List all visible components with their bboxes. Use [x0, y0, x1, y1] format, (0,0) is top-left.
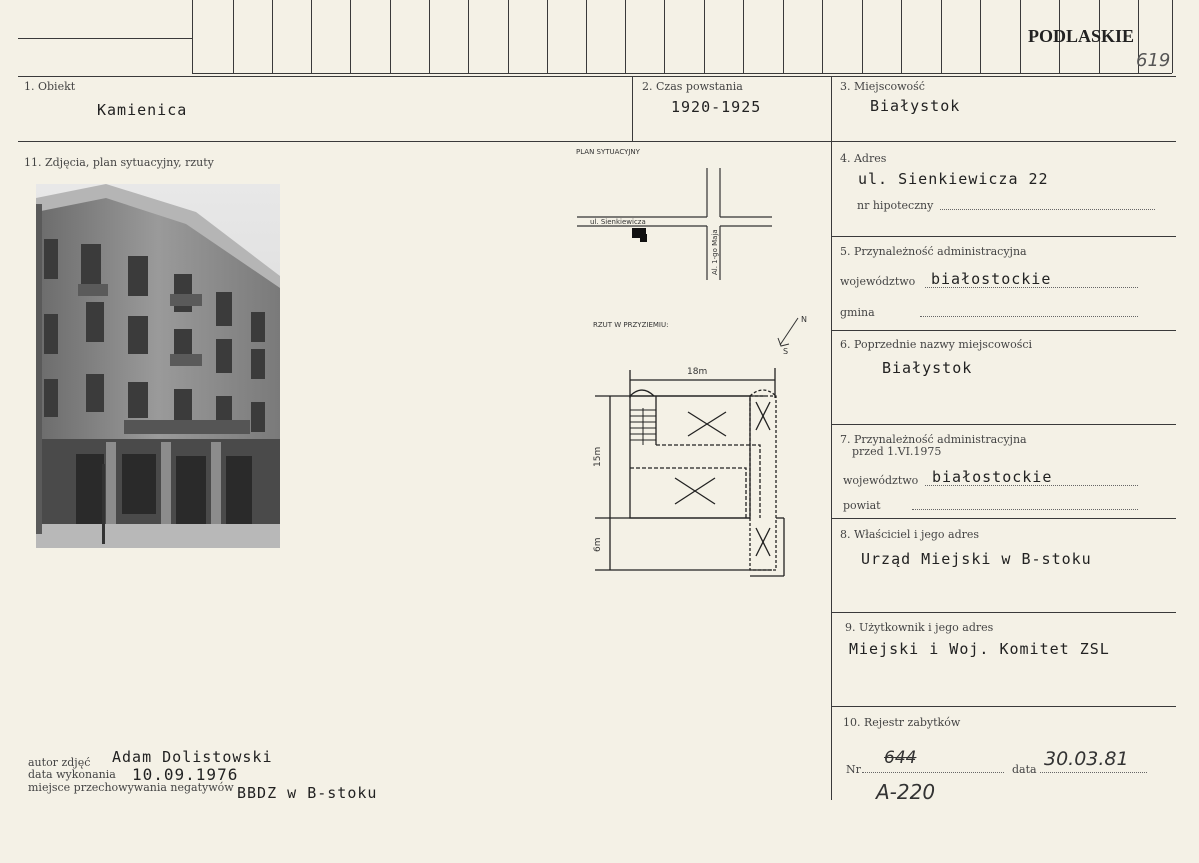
rejestr-nr-value: 644 [884, 748, 917, 768]
header-grid-line [192, 0, 193, 73]
data-wykonania-label: data wykonania [28, 768, 116, 781]
building-outline [630, 396, 750, 518]
wojewodztwo-old-value: białostockie [932, 468, 1053, 486]
header-grid-line [743, 0, 744, 73]
gmina-label: gmina [840, 306, 875, 319]
rejestr-label: 10. Rejestr zabytków [843, 716, 961, 729]
header-grid-line [862, 0, 863, 73]
nr-hipoteczny-field [940, 209, 1155, 210]
header-rule [18, 38, 192, 39]
miejsce-value: BBDZ w B-stoku [237, 784, 378, 802]
dim-extra-label: 6m [593, 537, 603, 552]
row-rule-1 [18, 76, 1176, 77]
data-wykonania-value: 10.09.1976 [132, 765, 239, 784]
plan-title: PLAN SYTUACYJNY [576, 148, 640, 156]
street-2-label: Al. 1-go Maja [711, 229, 719, 275]
przynaleznosc-old-date: przed 1.VI.1975 [852, 445, 942, 458]
wojewodztwo-value: białostockie [931, 270, 1052, 288]
north-label: N [801, 315, 807, 324]
rzut-title: RZUT W PRZYZIEMIU: [593, 321, 669, 329]
header-grid-line [586, 0, 587, 73]
rejestr-nr-value-2: A-220 [876, 780, 936, 804]
building-photo-image [36, 184, 280, 548]
header-grid-line [468, 0, 469, 73]
region-title: PODLASKIE [1028, 26, 1135, 46]
header-grid-line [941, 0, 942, 73]
building-photo [36, 184, 280, 548]
partition-line [630, 468, 746, 518]
powiat-field [912, 509, 1138, 510]
rejestr-data-field [1040, 772, 1147, 773]
street-1-label: ul. Sienkiewicza [590, 218, 646, 226]
header-grid-line [1020, 0, 1021, 73]
header-grid-line [233, 0, 234, 73]
obiekt-label: 1. Obiekt [24, 80, 76, 93]
sketch-drawings [560, 140, 830, 600]
adres-label: 4. Adres [840, 152, 887, 165]
header-grid-line [547, 0, 548, 73]
stair-arc [630, 390, 654, 396]
row-rule-4 [831, 236, 1176, 237]
header-grid-line [704, 0, 705, 73]
header-grid-line [390, 0, 391, 73]
stairs [630, 408, 656, 445]
header-grid-line [311, 0, 312, 73]
col-rule-2 [831, 76, 832, 800]
row-rule-7 [831, 518, 1176, 519]
header-grid-line [664, 0, 665, 73]
rejestr-data-value: 30.03.81 [1044, 748, 1129, 770]
header-grid-line [508, 0, 509, 73]
autor-value: Adam Dolistowski [112, 748, 273, 766]
row-rule-5 [831, 330, 1176, 331]
north-arrow [780, 318, 798, 345]
wojewodztwo-old-label: województwo [843, 474, 919, 487]
header-bottom-rule [192, 73, 1172, 74]
row-rule-8 [831, 612, 1176, 613]
poprzednie-value: Białystok [882, 359, 973, 377]
row-rule-9 [831, 706, 1176, 707]
miejsce-label: miejsce przechowywania negatywów [28, 781, 234, 794]
miejscowosc-label: 3. Miejscowość [840, 80, 925, 93]
card-number: 619 [1136, 50, 1171, 71]
powiat-label: powiat [843, 499, 881, 512]
miejscowosc-value: Białystok [870, 97, 961, 115]
autor-label: autor zdjęć [28, 756, 91, 769]
header-grid-line [1172, 0, 1173, 73]
header-grid-line [272, 0, 273, 73]
header-grid-line [980, 0, 981, 73]
courtyard-wing [750, 396, 776, 570]
rejestr-data-label: data [1012, 763, 1037, 776]
wing-arc [750, 390, 776, 396]
header-grid-line [822, 0, 823, 73]
czas-value: 1920-1925 [671, 98, 762, 116]
wlasciciel-label: 8. Właściciel i jego adres [840, 528, 980, 541]
header-grid-line [429, 0, 430, 73]
uzytkownik-label: 9. Użytkownik i jego adres [845, 621, 994, 634]
building-marker [640, 234, 647, 242]
row-rule-6 [831, 424, 1176, 425]
przynaleznosc-label: 5. Przynależność administracyjna [840, 245, 1027, 258]
rejestr-nr-field [862, 772, 1004, 773]
poprzednie-label: 6. Poprzednie nazwy miejscowości [840, 338, 1033, 351]
wojewodztwo-label: województwo [840, 275, 916, 288]
wlasciciel-value: Urząd Miejski w B-stoku [861, 550, 1092, 568]
header-grid-line [783, 0, 784, 73]
header-grid-line [350, 0, 351, 73]
south-label: S [783, 347, 789, 356]
header-grid-line [625, 0, 626, 73]
przynaleznosc-old-label: 7. Przynależność administracyjna [840, 433, 1027, 446]
rejestr-nr-label: Nr [846, 763, 861, 776]
header-grid-line [901, 0, 902, 73]
czas-label: 2. Czas powstania [642, 80, 743, 93]
wojewodztwo-old-field [925, 485, 1138, 486]
gmina-field [920, 316, 1138, 317]
partition-line [656, 445, 760, 518]
uzytkownik-value: Miejski i Woj. Komitet ZSL [849, 640, 1110, 658]
col-rule-1 [632, 76, 633, 141]
wojewodztwo-field [925, 287, 1138, 288]
adres-value: ul. Sienkiewicza 22 [858, 170, 1049, 188]
nr-hipoteczny-label: nr hipoteczny [857, 199, 934, 212]
dim-depth-label: 15m [593, 446, 603, 467]
obiekt-value: Kamienica [97, 101, 188, 119]
zdjecia-label: 11. Zdjęcia, plan sytuacyjny, rzuty [24, 156, 214, 169]
dim-width-label: 18m [687, 367, 708, 377]
